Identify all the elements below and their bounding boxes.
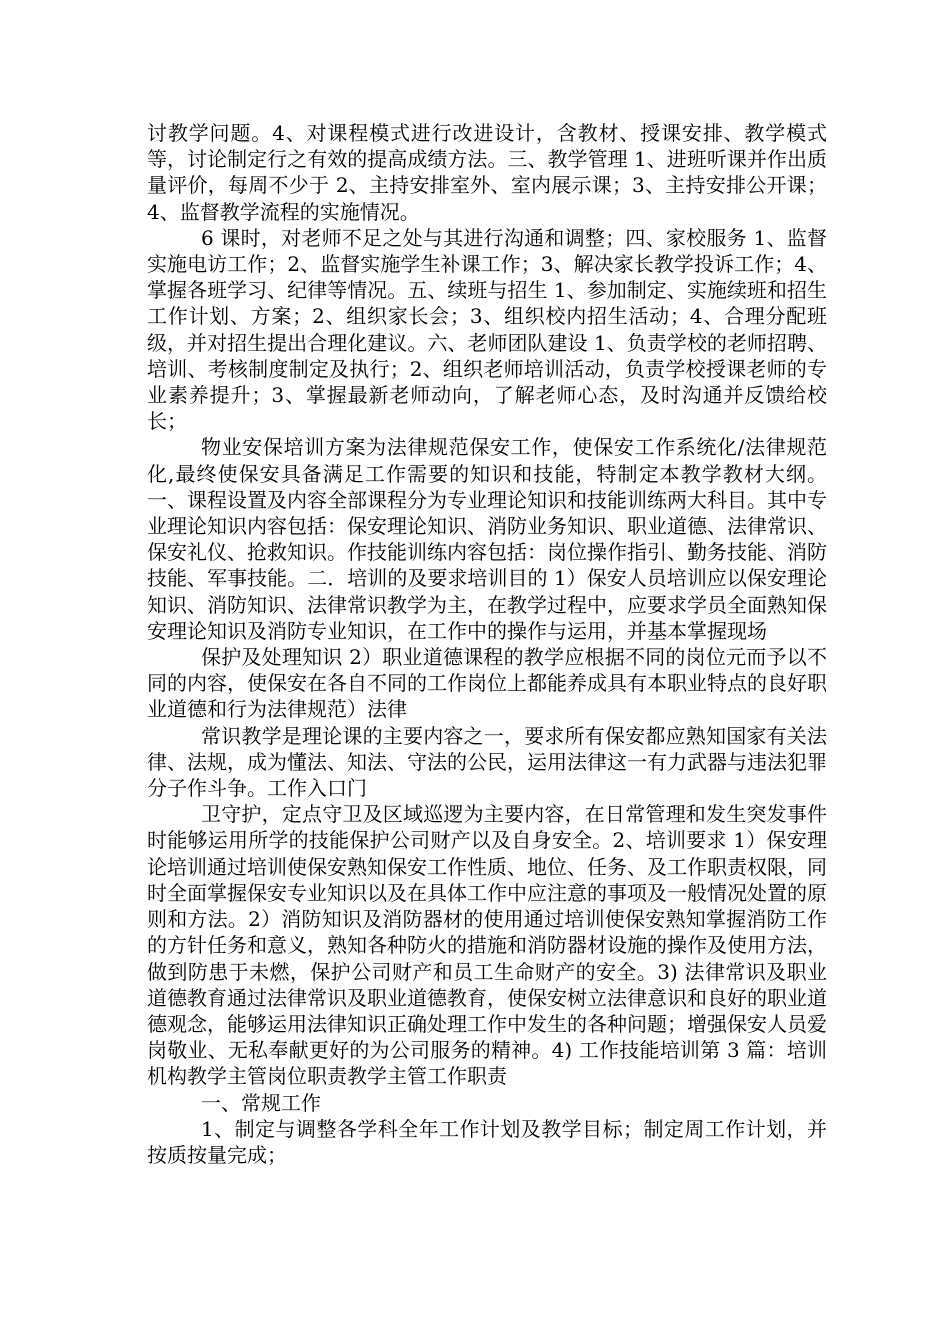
document-page	[147, 120, 827, 1168]
paragraph-6: 卫守护，定点守卫及区域巡逻为主要内容，在日常管理和发生突发事件时能够运用所学的技能保护公司财产以及自身安全。2、培训要求 1）保安理论培训通过培训使保安熟知保安工作性质、地位、任务、及工作职责权限，同时全面掌握保安专业知识以及在具体工作中应注意的事项及一般情况处置的原则和方法。2）消防知识及消防器材的使用通过培训使保安熟知掌握消防工作的方针任务和意义，熟知各种防火的措施和消防器材设施的操作及使用方法，做到防患于未燃，保护公司财产和员工生命财产的安全。3) 法律常识及职业道德教育通过法律常识及职业道德教育，使保安树立法律意识和良好的职业道德观念，能够运用法律知识正确处理工作中发生的各种问题；增强保安人员爱岗敬业、无私奉献更好的为公司服务的精神。4) 工作技能培训第 3 篇：培训机构教学主管岗位职责教学主管工作职责	[147, 802, 827, 1089]
paragraph-2: 6 课时，对老师不足之处与其进行沟通和调整；四、家校服务 1、监督实施电访工作；2、监督实施学生补课工作；3、解决家长教学投诉工作；4、掌握各班学习、纪律等情况。五、续班与招生 1、参加制定、实施续班和招生工作计划、方案；2、组织家长会；3、组织校内招生活动；4、合理分配班级，并对招生提出合理化建议。六、老师团队建设 1、负责学校的老师招聘、培训、考核制度制定及执行；2、组织老师培训活动，负责学校授课老师的专业素养提升；3、掌握最新老师动向，了解老师心态，及时沟通并反馈给校长；	[147, 225, 827, 434]
paragraph-4: 保护及处理知识 2）职业道德课程的教学应根据不同的岗位元而予以不同的内容，使保安在各自不同的工作岗位上都能养成具有本职业特点的良好职业道德和行为法律规范）法律	[147, 645, 827, 722]
paragraph-3: 物业安保培训方案为法律规范保安工作，使保安工作系统化/法律规范化,最终使保安具备满足工作需要的知识和技能，特制定本教学教材大纲。一、课程设置及内容全部课程分为专业理论知识和技能训练两大科目。其中专业理论知识内容包括：保安理论知识、消防业务知识、职业道德、法律常识、保安礼仪、抢救知识。作技能训练内容包括：岗位操作指引、勤务技能、消防技能、军事技能。二．培训的及要求培训目的 1）保安人员培训应以保安理论知识、消防知识、法律常识教学为主，在教学过程中，应要求学员全面熟知保安理论知识及消防专业知识，在工作中的操作与运用，并基本掌握现场	[147, 435, 827, 643]
paragraph-5: 常识教学是理论课的主要内容之一，要求所有保安都应熟知国家有关法律、法规，成为懂法、知法、守法的公民，运用法律这一有力武器与违法犯罪分子作斗争。工作入口门	[147, 723, 827, 801]
section-heading-routine-work: 一、常规工作	[201, 1090, 321, 1115]
paragraph-1: 讨教学问题。4、对课程模式进行改进设计，含教材、授课安排、教学模式等，讨论制定行之有效的提高成绩方法。三、教学管理 1、进班听课并作出质量评价，每周不少于 2、主持安排室外、室内展示课；3、主持安排公开课；4、监督教学流程的实施情况。	[147, 121, 827, 224]
paragraph-8: 1、制定与调整各学科全年工作计划及教学目标；制定周工作计划，并按质按量完成；	[147, 1116, 827, 1167]
